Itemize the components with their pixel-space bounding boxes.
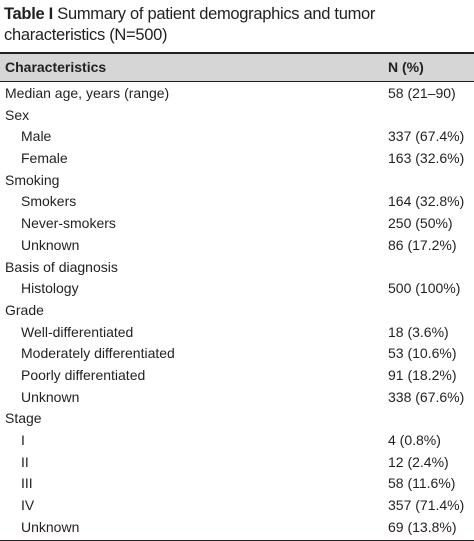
row-value: 58 (21–90) — [388, 85, 456, 101]
row-label: Never-smokers — [21, 215, 116, 232]
table-row — [0, 472, 474, 494]
row-label: Histology — [21, 280, 79, 297]
table-section-row — [0, 407, 474, 429]
table-section-row — [0, 299, 474, 321]
table-caption-label: Table I — [4, 5, 53, 23]
row-label: Female — [21, 150, 68, 167]
row-label: IV — [21, 497, 35, 514]
table-row — [0, 147, 474, 169]
row-label: Smoking — [5, 171, 60, 188]
table-row — [0, 386, 474, 408]
row-label: III — [21, 475, 33, 492]
table-caption — [4, 4, 470, 46]
row-value: 18 (3.6%) — [388, 323, 449, 340]
row-label: Grade — [5, 301, 44, 318]
row-label: Well-differentiated — [21, 323, 134, 340]
row-label: Moderately differentiated — [21, 345, 175, 362]
row-label: Male — [21, 128, 52, 145]
table-row — [0, 494, 474, 516]
row-value: 69 (13.8%) — [388, 518, 457, 535]
table-row — [0, 516, 474, 538]
row-label: Median age, years (range) — [5, 85, 170, 101]
table-row — [0, 190, 474, 212]
table-row — [0, 277, 474, 299]
row-label: Stage — [5, 410, 42, 427]
row-value: 357 (71.4%) — [388, 497, 465, 514]
table-section-row — [0, 104, 474, 126]
header-n-percent: N (%) — [388, 59, 424, 75]
row-label: Unknown — [21, 518, 80, 535]
table-row — [0, 364, 474, 386]
row-label: I — [21, 432, 25, 448]
row-value: 500 (100%) — [388, 280, 461, 297]
row-value: 250 (50%) — [388, 215, 453, 232]
row-label: Sex — [5, 106, 30, 123]
row-label: Unknown — [21, 388, 80, 405]
row-label: Basis of diagnosis — [5, 258, 118, 275]
row-value: 53 (10.6%) — [388, 345, 457, 362]
table-body — [0, 82, 474, 537]
table-row — [0, 429, 474, 451]
table-section-row — [0, 169, 474, 191]
table-row — [0, 342, 474, 364]
row-value: 337 (67.4%) — [388, 128, 465, 145]
table-row — [0, 234, 474, 256]
table-row — [0, 212, 474, 234]
table-row — [0, 451, 474, 473]
row-label: Poorly differentiated — [21, 366, 146, 383]
row-label: Smokers — [21, 193, 77, 210]
row-value: 91 (18.2%) — [388, 366, 457, 383]
table-header-row — [0, 54, 474, 81]
row-value: 58 (11.6%) — [388, 475, 456, 492]
table-section-row — [0, 82, 474, 104]
table-section-row — [0, 256, 474, 278]
row-value: 338 (67.6%) — [388, 388, 465, 405]
row-label: II — [21, 453, 29, 470]
table-caption-text: Summary of patient demographics and tumor characteristics (N=500) — [4, 5, 376, 44]
table-row — [0, 125, 474, 147]
row-value: 4 (0.8%) — [388, 432, 441, 448]
demographics-table — [0, 52, 474, 541]
row-value: 12 (2.4%) — [388, 453, 449, 470]
row-label: Unknown — [21, 236, 80, 253]
row-value: 86 (17.2%) — [388, 236, 457, 253]
row-value: 163 (32.6%) — [388, 150, 465, 167]
table-row — [0, 321, 474, 343]
header-characteristics: Characteristics — [5, 59, 107, 75]
row-value: 164 (32.8%) — [388, 193, 465, 210]
